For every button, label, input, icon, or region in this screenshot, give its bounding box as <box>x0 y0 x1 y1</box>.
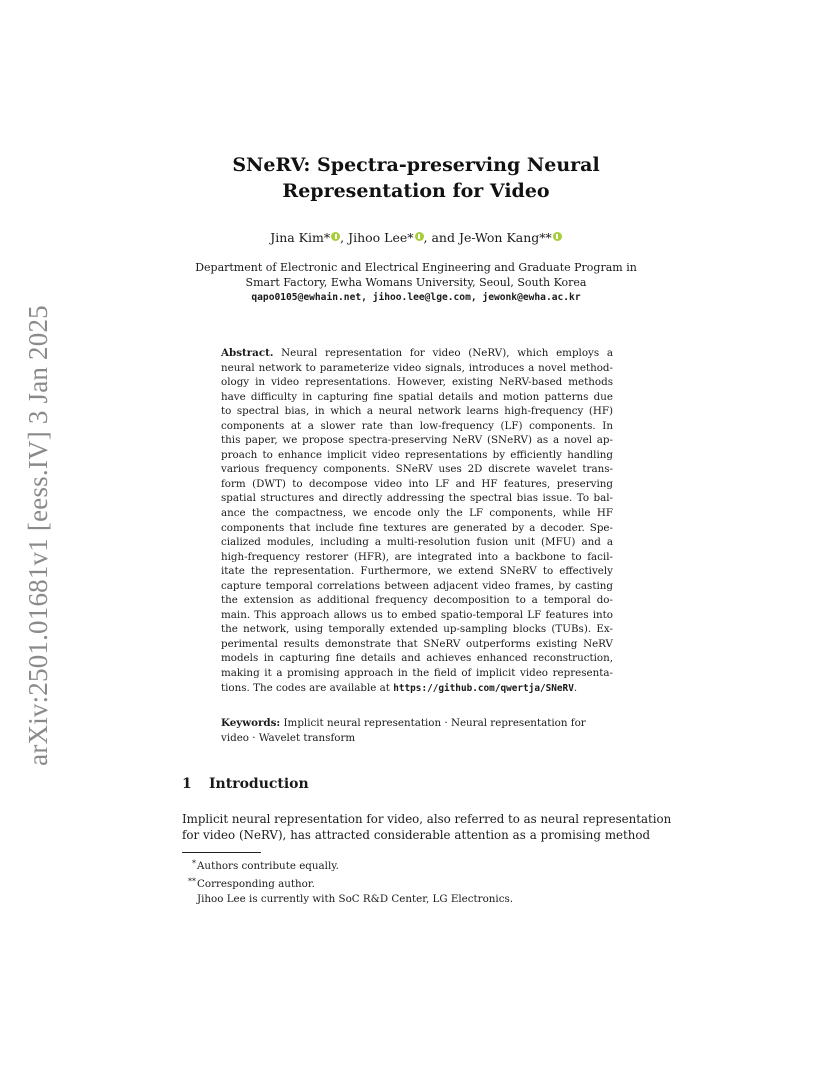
arxiv-identifier-stamp <box>16 300 60 770</box>
footnote <box>180 874 513 892</box>
keywords-block <box>221 716 613 746</box>
author-separator-2: , and <box>423 230 459 245</box>
abstract-line: the network, using temporally extended up-sampling blocks (TUBs). Ex- <box>221 623 613 636</box>
footnote-mark: ** <box>188 877 196 886</box>
abstract-line: high-frequency restorer (HFR), are integrated into a backbone to facil- <box>221 550 613 563</box>
affiliation-line-1: Department of Electronic and Electrical Engineering and Graduate Program in <box>195 261 637 274</box>
abstract-line: itate the representation. Furthermore, we extend SNeRV to effectively <box>221 565 613 578</box>
body-line: Implicit neural representation for video, also referred to as neural representation <box>182 812 672 826</box>
orcid-icon[interactable] <box>415 232 424 241</box>
author-1: Jina Kim* <box>270 230 331 245</box>
code-repository-link[interactable]: https://github.com/qwertja/SNeRV <box>393 682 574 694</box>
footnote <box>180 856 513 874</box>
arxiv-identifier-text: arXiv:2501.01681v1 [eess.IV] 3 Jan 2025 <box>22 304 53 766</box>
abstract-period: . <box>573 681 578 694</box>
author-list <box>150 229 682 247</box>
abstract-line: to spectral bias, in which a neural network learns high-frequency (HF) <box>221 405 613 418</box>
orcid-icon[interactable] <box>553 232 562 241</box>
abstract-line: models in capturing fine details and achieves enhanced reconstruction, <box>221 652 613 665</box>
abstract-line: components at a slower rate than low-frequency (LF) components. In <box>221 419 613 432</box>
abstract-line: ology in video representations. However, existing NeRV-based methods <box>221 376 613 389</box>
abstract-line <box>221 346 613 361</box>
abstract-block <box>221 346 613 696</box>
footnote <box>180 892 513 907</box>
footnotes-block <box>180 856 513 907</box>
introduction-text <box>182 811 672 843</box>
abstract-text: Neural representation for video (NeRV), which employs a <box>273 347 613 359</box>
author-emails: qapo0105@ewhain.net, jihoo.lee@lge.com, jewonk@ewha.ac.kr <box>251 292 581 303</box>
abstract-line: form (DWT) to decompose video into LF and HF features, preserving <box>221 477 613 490</box>
keywords-line: video · Wavelet transform <box>221 732 356 744</box>
affiliation-block <box>150 260 682 305</box>
section-title: Introduction <box>209 776 309 792</box>
abstract-line: spatial structures and directly addressing the spectral bias issue. To bal- <box>221 492 613 505</box>
footnote-text: Authors contribute equally. <box>197 860 339 872</box>
keywords-line <box>221 716 613 731</box>
author-separator-1: , <box>340 230 349 245</box>
section-heading-introduction <box>182 774 309 794</box>
footnote-rule <box>182 852 261 853</box>
abstract-line: various frequency components. SNeRV uses 2D discrete wavelet trans- <box>221 463 613 476</box>
section-number: 1 <box>182 776 192 792</box>
abstract-line: cialized modules, including a multi-resolution fusion unit (MFU) and a <box>221 536 613 549</box>
footnote-mark: * <box>192 859 196 868</box>
footnote-text: Jihoo Lee is currently with SoC R&D Center, LG Electronics. <box>197 893 514 905</box>
abstract-line: capture temporal correlations between adjacent video frames, by casting <box>221 579 613 592</box>
abstract-line: perimental results demonstrate that SNeRV outperforms existing NeRV <box>221 637 613 650</box>
abstract-line: making it a promising approach in the field of implicit video representa- <box>221 667 613 680</box>
paper-title <box>150 152 682 204</box>
author-3: Je-Won Kang** <box>458 230 552 245</box>
abstract-line: proach to enhance implicit video representations by efficiently handling <box>221 448 613 461</box>
orcid-icon[interactable] <box>331 232 340 241</box>
abstract-label: Abstract. <box>221 347 274 359</box>
body-line: for video (NeRV), has attracted considerable attention as a promising method <box>182 828 650 842</box>
abstract-line: the extension as additional frequency decomposition to a temporal do- <box>221 594 613 607</box>
abstract-line: components that include fine textures are generated by a decoder. Spe- <box>221 521 613 534</box>
footnote-text: Corresponding author. <box>197 878 315 890</box>
title-line-1: SNeRV: Spectra-preserving Neural <box>232 154 600 176</box>
keywords-text: Implicit neural representation · Neural representation for <box>280 717 586 729</box>
abstract-line <box>221 681 613 697</box>
abstract-line: have difficulty in capturing fine spatial details and motion patterns due <box>221 390 613 403</box>
title-line-2: Representation for Video <box>282 180 550 202</box>
abstract-line: main. This approach allows us to embed spatio-temporal LF features into <box>221 608 613 621</box>
abstract-line: neural network to parameterize video signals, introduces a novel method- <box>221 361 613 374</box>
abstract-line: this paper, we propose spectra-preserving NeRV (SNeRV) as a novel ap- <box>221 434 613 447</box>
abstract-line: ance the compactness, we encode only the LF components, while HF <box>221 507 613 520</box>
keywords-label: Keywords: <box>221 717 281 729</box>
abstract-last-text: tions. The codes are available at <box>221 681 394 694</box>
affiliation-line-2: Smart Factory, Ewha Womans University, Seoul, South Korea <box>245 276 587 289</box>
author-2: Jihoo Lee* <box>348 230 414 245</box>
